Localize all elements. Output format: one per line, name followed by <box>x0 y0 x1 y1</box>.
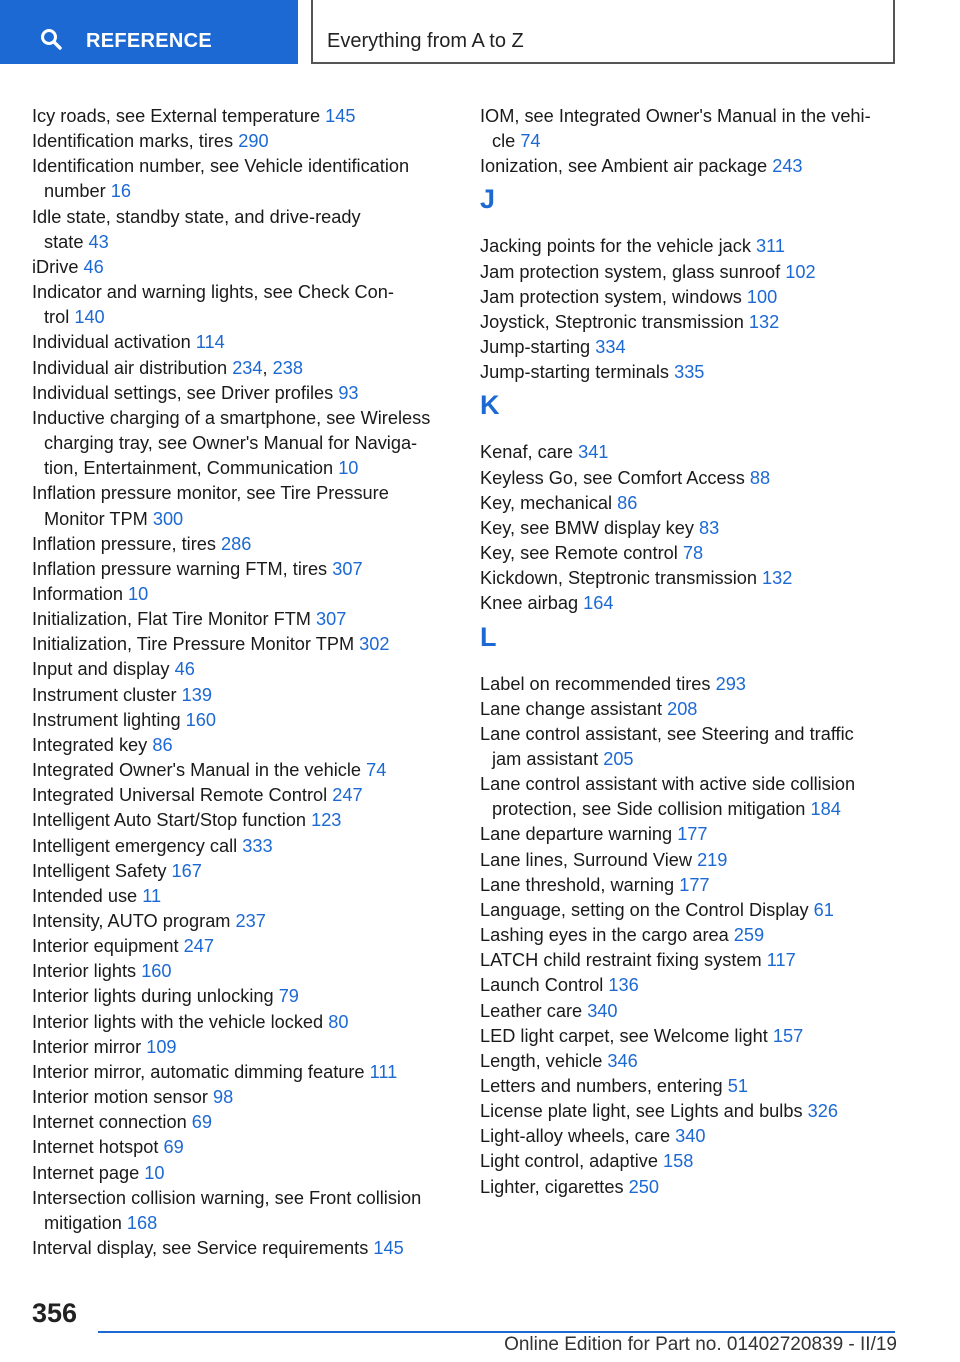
entry-text: Knee airbag <box>480 593 579 614</box>
index-entry <box>32 1060 457 1085</box>
entry-text: Interior lights <box>32 961 137 982</box>
index-entry <box>32 280 457 330</box>
entry-text: Interior mirror, automatic dimming feature <box>32 1061 365 1082</box>
page-link[interactable]: 300 <box>152 508 184 529</box>
index-entry <box>32 959 457 984</box>
page-link[interactable]: 79 <box>278 986 299 1007</box>
page-link[interactable]: 51 <box>727 1076 748 1096</box>
page-link[interactable]: 93 <box>338 382 359 403</box>
index-entry <box>480 491 910 516</box>
page-link[interactable]: 132 <box>762 568 793 589</box>
page-link[interactable]: 158 <box>663 1151 694 1172</box>
page-link[interactable]: 10 <box>128 583 149 604</box>
entry-text: Key, see BMW display key <box>480 517 694 538</box>
entry-text: Ionization, see Ambient air package <box>480 156 768 177</box>
index-entry <box>480 1024 910 1049</box>
index-entry <box>480 466 910 491</box>
page-link[interactable]: 46 <box>83 256 104 277</box>
edition-footer: Online Edition for Part no. 01402720839 - II/19 <box>504 1334 897 1355</box>
entry-text: Individual activation <box>32 332 191 353</box>
page-link[interactable]: 123 <box>311 810 342 831</box>
entry-text: Language, setting on the Control Display <box>480 899 809 920</box>
page-link[interactable]: 145 <box>325 106 356 126</box>
page-link[interactable]: 293 <box>715 673 746 694</box>
page-link[interactable]: 167 <box>171 860 202 881</box>
page-link[interactable]: 145 <box>373 1238 404 1259</box>
page-link[interactable]: 74 <box>520 131 541 152</box>
index-entry <box>32 783 457 808</box>
entry-text: Kenaf, care <box>480 442 574 463</box>
index-entry <box>480 360 910 385</box>
index-entry <box>480 310 910 335</box>
entry-text: LATCH child restraint fixing system <box>480 950 762 971</box>
entry-text: protection, see Side collision mitigation <box>492 799 806 820</box>
entry-text: Interior lights with the vehicle locked <box>32 1011 324 1032</box>
page-link[interactable]: 10 <box>144 1162 165 1183</box>
entry-text: Intelligent emergency call <box>32 835 238 856</box>
index-entry <box>32 632 457 657</box>
page-link[interactable]: 334 <box>595 337 626 358</box>
entry-text: Lane lines, Surround View <box>480 849 692 870</box>
page-link[interactable]: 136 <box>608 975 639 996</box>
index-entry <box>32 205 457 255</box>
index-entry <box>32 406 457 481</box>
page-link[interactable]: 219 <box>697 849 728 870</box>
index-entry <box>480 772 910 822</box>
entry-text: Inflation pressure warning FTM, tires <box>32 558 328 579</box>
page-link[interactable]: 78 <box>682 543 704 564</box>
page-link[interactable]: 160 <box>141 961 172 982</box>
entry-text: Intended use <box>32 885 138 906</box>
page-link[interactable]: 247 <box>332 785 363 806</box>
index-entry <box>480 948 910 973</box>
entry-text: Input and display <box>32 659 170 680</box>
entry-text: Interior lights during unlocking <box>32 986 274 1007</box>
entry-text: Inflation pressure monitor, see Tire Pressure <box>32 483 389 504</box>
page-link[interactable]: 160 <box>185 709 217 730</box>
index-entry <box>32 859 457 884</box>
index-entry <box>32 884 457 909</box>
entry-text: Information <box>32 583 123 604</box>
page-link[interactable]: 311 <box>756 236 785 257</box>
index-entry <box>32 984 457 1009</box>
index-entry <box>480 672 910 697</box>
page-link[interactable]: 86 <box>617 492 638 513</box>
entry-text: Jam protection system, glass sunroof <box>480 261 781 282</box>
entry-text: Lane threshold, warning <box>480 874 675 895</box>
index-entry <box>32 1161 457 1186</box>
entry-text: Letters and numbers, entering <box>480 1076 723 1096</box>
entry-text: Instrument cluster <box>32 684 177 705</box>
page-link[interactable]: 69 <box>163 1137 184 1158</box>
entry-text: Lighter, cigarettes <box>480 1176 624 1197</box>
entry-text: Internet connection <box>32 1112 187 1133</box>
index-column-left <box>32 104 457 1261</box>
entry-text: iDrive <box>32 256 79 277</box>
index-entry <box>480 285 910 310</box>
entry-text: Light control, adaptive <box>480 1151 658 1172</box>
index-entry <box>480 234 910 259</box>
index-entry <box>32 104 457 129</box>
page-link[interactable]: 250 <box>628 1176 659 1197</box>
entry-text: Intensity, AUTO program <box>32 911 231 931</box>
entry-text: Internet page <box>32 1162 140 1183</box>
page-link[interactable]: 157 <box>772 1025 804 1046</box>
page-link[interactable]: 238 <box>272 357 304 378</box>
entry-text: Light-alloy wheels, care <box>480 1126 671 1147</box>
page-link[interactable]: 346 <box>607 1050 638 1071</box>
tab-label: REFERENCE <box>86 30 213 52</box>
index-entry <box>480 260 910 285</box>
entry-text: Instrument lighting <box>32 709 181 730</box>
entry-text: Initialization, Tire Pressure Monitor TPM <box>32 634 355 655</box>
entry-text: Identification marks, tires <box>32 131 234 152</box>
page-link[interactable]: 86 <box>152 734 173 755</box>
index-entry <box>480 440 910 465</box>
index-entry <box>480 1149 910 1174</box>
index-entry <box>32 255 457 280</box>
page-link[interactable]: 114 <box>195 332 225 353</box>
index-entry <box>480 722 910 772</box>
entry-text: Leather care <box>480 1000 583 1021</box>
entry-text: charging tray, see Owner's Manual for Naviga- <box>44 433 418 454</box>
page-link[interactable]: 177 <box>679 874 710 895</box>
entry-text: Idle state, standby state, and drive-ready <box>32 206 361 227</box>
page-link[interactable]: 139 <box>181 684 212 705</box>
entry-text: Interior mirror <box>32 1036 142 1057</box>
page-link[interactable]: 109 <box>146 1036 177 1057</box>
page-link[interactable]: 98 <box>212 1087 234 1108</box>
footer-divider <box>98 1331 895 1333</box>
index-entry <box>32 1110 457 1135</box>
entry-text: number <box>44 181 106 202</box>
index-entry <box>32 1186 457 1236</box>
index-entry <box>32 1135 457 1160</box>
index-entry <box>32 381 457 406</box>
index-entry <box>32 557 457 582</box>
index-entry <box>32 607 457 632</box>
page-link[interactable]: 117 <box>766 950 796 971</box>
page-link[interactable]: 43 <box>88 231 109 252</box>
index-entry <box>480 873 910 898</box>
page-link[interactable]: 237 <box>235 911 266 931</box>
page-link[interactable]: 111 <box>369 1061 398 1082</box>
page-link[interactable]: 140 <box>74 307 105 328</box>
entry-text: Jump-starting terminals <box>480 362 670 383</box>
entry-text: Lane control assistant, see Steering and traffic <box>480 723 854 744</box>
index-entry <box>480 541 910 566</box>
reference-tab[interactable] <box>0 0 298 64</box>
entry-text: Lane control assistant with active side collision <box>480 774 856 795</box>
page-link[interactable]: 132 <box>748 311 780 332</box>
entry-text: Identification number, see Vehicle identification <box>32 156 410 177</box>
page-link[interactable]: 74 <box>366 760 387 781</box>
index-entry <box>480 1049 910 1074</box>
page-link[interactable]: 243 <box>772 156 803 177</box>
entry-text: jam assistant <box>492 748 599 769</box>
page-link[interactable]: 168 <box>126 1212 158 1233</box>
entry-text: Integrated Owner's Manual in the vehicle <box>32 760 362 781</box>
page-link[interactable]: 234 <box>232 357 263 378</box>
entry-text: Jam protection system, windows <box>480 286 742 307</box>
page-link[interactable]: 333 <box>242 835 273 856</box>
index-entry: Individual air distribution 234, 238 <box>32 357 304 378</box>
header-box <box>311 0 895 64</box>
index-entry <box>32 909 457 934</box>
page-link[interactable]: 340 <box>587 1000 618 1021</box>
entry-text: Jacking points for the vehicle jack <box>480 236 751 257</box>
index-entry <box>480 973 910 998</box>
index-entry <box>480 591 910 616</box>
index-entry <box>32 532 457 557</box>
index-entry <box>480 1074 910 1099</box>
index-entry <box>480 566 910 591</box>
index-entry <box>480 516 910 541</box>
index-entry <box>32 154 457 204</box>
entry-text: Individual air distribution <box>32 357 228 378</box>
index-entry <box>32 582 457 607</box>
entry-text: mitigation <box>44 1212 122 1233</box>
entry-text: LED light carpet, see Welcome light <box>480 1025 768 1046</box>
entry-text: tion, Entertainment, Communication <box>44 458 334 479</box>
index-entry <box>480 923 910 948</box>
page-link[interactable]: 102 <box>785 261 816 282</box>
entry-text: Key, see Remote control <box>480 543 678 564</box>
page-link[interactable]: 10 <box>338 458 359 479</box>
index-entry <box>480 697 910 722</box>
entry-text: Internet hotspot <box>32 1137 159 1158</box>
index-entry <box>32 758 457 783</box>
index-entry <box>32 934 457 959</box>
page-link[interactable]: 177 <box>677 824 708 845</box>
entry-text: Lane departure warning <box>480 824 673 845</box>
index-entry <box>32 708 457 733</box>
page-link[interactable]: 11 <box>142 885 162 906</box>
page-link[interactable]: 307 <box>316 609 347 630</box>
index-entry <box>32 657 457 682</box>
page-link[interactable]: 83 <box>699 517 720 538</box>
entry-text: state <box>44 231 84 252</box>
entry-text: Initialization, Flat Tire Monitor FTM <box>32 609 311 630</box>
section-letter: K <box>480 390 500 421</box>
index-entry <box>480 1175 910 1200</box>
index-entry <box>480 154 910 179</box>
entry-text: Lane change assistant <box>480 698 663 719</box>
entry-text: Launch Control <box>480 975 604 996</box>
index-entry <box>480 1124 910 1149</box>
index-entry <box>32 1085 457 1110</box>
index-entry <box>480 104 910 154</box>
entry-text: Key, mechanical <box>480 492 613 513</box>
page-link[interactable]: 259 <box>733 925 765 946</box>
entry-text: Intelligent Safety <box>32 860 167 881</box>
entry-text: Interior equipment <box>32 936 179 957</box>
entry-text: Integrated key <box>32 734 148 755</box>
entry-text: Monitor TPM <box>44 508 148 529</box>
entry-text: Integrated Universal Remote Control <box>32 785 328 806</box>
index-entry <box>32 481 457 531</box>
page-link[interactable]: 80 <box>328 1011 349 1032</box>
entry-text: Joystick, Steptronic transmission <box>480 311 744 332</box>
page-link[interactable]: 61 <box>813 899 834 920</box>
index-entry <box>32 834 457 859</box>
page-link[interactable]: 88 <box>749 467 771 488</box>
entry-text: Indicator and warning lights, see Check Con- <box>32 282 394 303</box>
page-link[interactable]: 46 <box>174 659 195 680</box>
page-link[interactable]: 340 <box>675 1126 706 1147</box>
index-entry <box>32 1035 457 1060</box>
entry-text: Lashing eyes in the cargo area <box>480 925 729 946</box>
index-entry <box>480 848 910 873</box>
entry-text: IOM, see Integrated Owner's Manual in the vehi- <box>480 106 871 126</box>
page-link[interactable]: 69 <box>191 1112 212 1133</box>
index-entry <box>32 1010 457 1035</box>
index-entry <box>32 683 457 708</box>
index-entry <box>32 1236 457 1261</box>
page-link[interactable]: 307 <box>332 558 363 579</box>
entry-text: Interval display, see Service requirements <box>32 1238 369 1259</box>
index-entry <box>32 129 457 154</box>
index-entry <box>480 822 910 847</box>
entry-text: License plate light, see Lights and bulbs <box>480 1101 803 1122</box>
search-icon <box>40 28 62 50</box>
page-link[interactable]: 247 <box>183 936 215 957</box>
page-link[interactable]: 164 <box>583 593 614 614</box>
entry-text: Keyless Go, see Comfort Access <box>480 467 745 488</box>
entry-text: Length, vehicle <box>480 1050 603 1071</box>
index-entry <box>32 808 457 833</box>
entry-text: Label on recommended tires <box>480 673 711 694</box>
entry-text: Inductive charging of a smartphone, see Wireless <box>32 407 431 428</box>
page-link[interactable]: 290 <box>238 131 269 152</box>
index-entry <box>480 335 910 360</box>
page-link[interactable]: 208 <box>667 698 698 719</box>
section-letter: L <box>480 621 497 652</box>
index-column-right <box>480 104 910 1200</box>
page-link[interactable]: 341 <box>578 442 609 463</box>
index-entry <box>32 330 457 355</box>
section-letter: J <box>480 184 496 215</box>
entry-text: Jump-starting <box>480 337 591 358</box>
page-link[interactable]: 184 <box>810 799 841 820</box>
page-link[interactable]: 100 <box>746 286 778 307</box>
page-link[interactable]: 16 <box>110 181 131 202</box>
page-link[interactable]: 335 <box>674 362 705 383</box>
entry-text: Intelligent Auto Start/Stop function <box>32 810 307 831</box>
page-link[interactable]: 326 <box>807 1101 838 1122</box>
entry-text: Kickdown, Steptronic transmission <box>480 568 757 589</box>
index-entry <box>480 999 910 1024</box>
page-link[interactable]: 302 <box>359 634 390 655</box>
entry-text: Icy roads, see External temperature <box>32 106 321 126</box>
entry-text: trol <box>44 307 70 328</box>
entry-text: Intersection collision warning, see Front collision <box>32 1187 422 1208</box>
page-link[interactable]: 286 <box>221 533 252 554</box>
entry-text: Inflation pressure, tires <box>32 533 216 554</box>
page-title: Everything from A to Z <box>327 30 524 52</box>
index-entry <box>480 898 910 923</box>
entry-text: Individual settings, see Driver profiles <box>32 382 334 403</box>
index-entry <box>32 733 457 758</box>
page-number: 356 <box>32 1298 78 1328</box>
page-link[interactable]: 205 <box>603 748 634 769</box>
entry-text: Interior motion sensor <box>32 1087 208 1108</box>
entry-text: cle <box>492 131 516 152</box>
index-entry <box>480 1099 910 1124</box>
